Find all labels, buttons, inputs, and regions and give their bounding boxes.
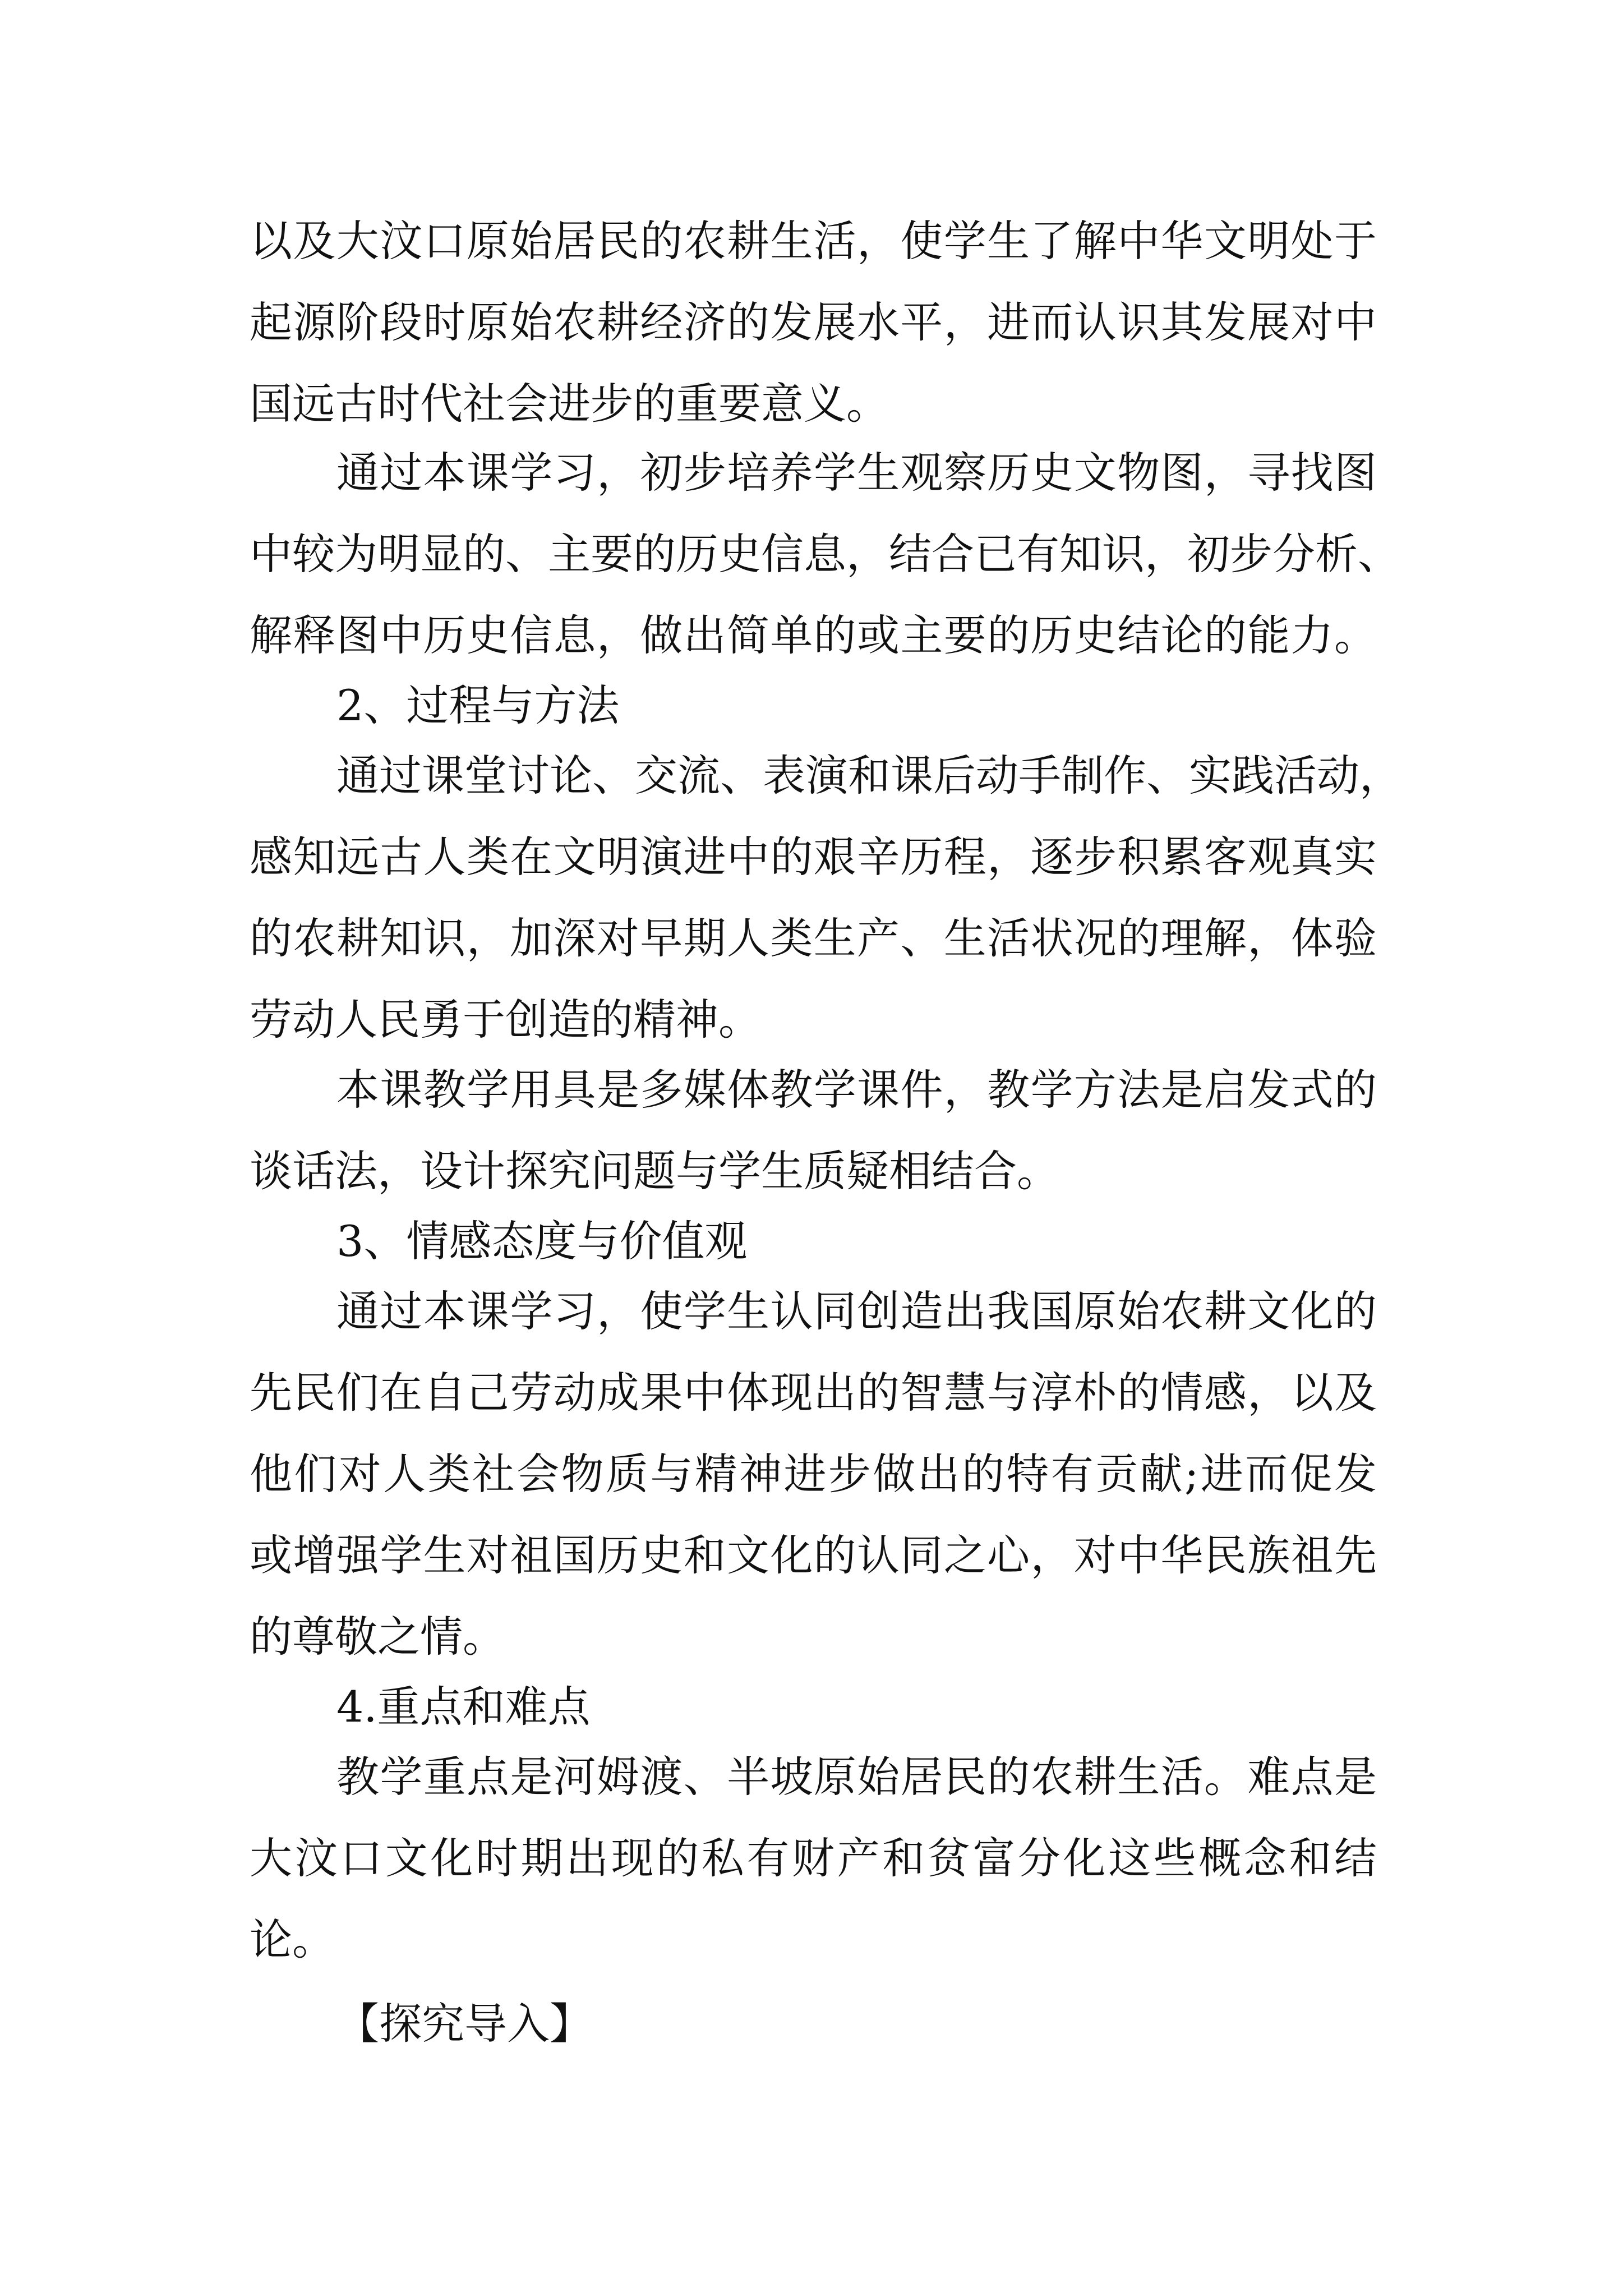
text-line: 中较为明显的、主要的历史信息，结合已有知识，初步分析、 [250, 529, 1400, 579]
text-line: 感知远古人类在文明演进中的艰辛历程，逐步积累客观真实 [250, 832, 1377, 882]
text-line: 通过本课学习，初步培养学生观察历史文物图，寻找图 [336, 448, 1377, 498]
text-line: 通过本课学习，使学生认同创造出我国原始农耕文化的 [336, 1286, 1377, 1336]
text-line: 他们对人类社会物质与精神进步做出的特有贡献;进而促发 [250, 1449, 1377, 1499]
text-line: 的尊敬之情。 [250, 1612, 505, 1662]
text-line: 谈话法，设计探究问题与学生质疑相结合。 [250, 1146, 1059, 1196]
text-line: 以及大汶口原始居民的农耕生活，使学生了解中华文明处于 [250, 216, 1377, 266]
text-line: 通过课堂讨论、交流、表演和课后动手制作、实践活动， [336, 751, 1402, 800]
text-line: 本课教学用具是多媒体教学课件，教学方法是启发式的 [336, 1065, 1377, 1115]
section-heading: 3、情感态度与价值观 [336, 1216, 748, 1266]
text-line: 的农耕知识，加深对早期人类生产、生活状况的理解，体验 [250, 913, 1377, 963]
section-heading: 4.重点和难点 [336, 1682, 591, 1732]
text-line: 起源阶段时原始农耕经济的发展水平，进而认识其发展对中 [250, 297, 1377, 347]
inquiry-heading: 【探究导入】 [336, 1999, 592, 2049]
text-line: 劳动人民勇于创造的精神。 [250, 995, 761, 1045]
text-line: 解释图中历史信息，做出简单的或主要的历史结论的能力。 [250, 610, 1377, 660]
text-line: 论。 [250, 1915, 335, 1964]
text-line: 先民们在自己劳动成果中体现出的智慧与淳朴的情感，以及 [250, 1368, 1377, 1418]
text-line: 教学重点是河姆渡、半坡原始居民的农耕生活。难点是 [336, 1752, 1377, 1802]
section-heading: 2、过程与方法 [336, 680, 620, 730]
text-line: 或增强学生对祖国历史和文化的认同之心，对中华民族祖先 [250, 1530, 1377, 1580]
text-line: 大汶口文化时期出现的私有财产和贫富分化这些概念和结 [250, 1833, 1377, 1883]
text-line: 国远古时代社会进步的重要意义。 [250, 379, 889, 429]
